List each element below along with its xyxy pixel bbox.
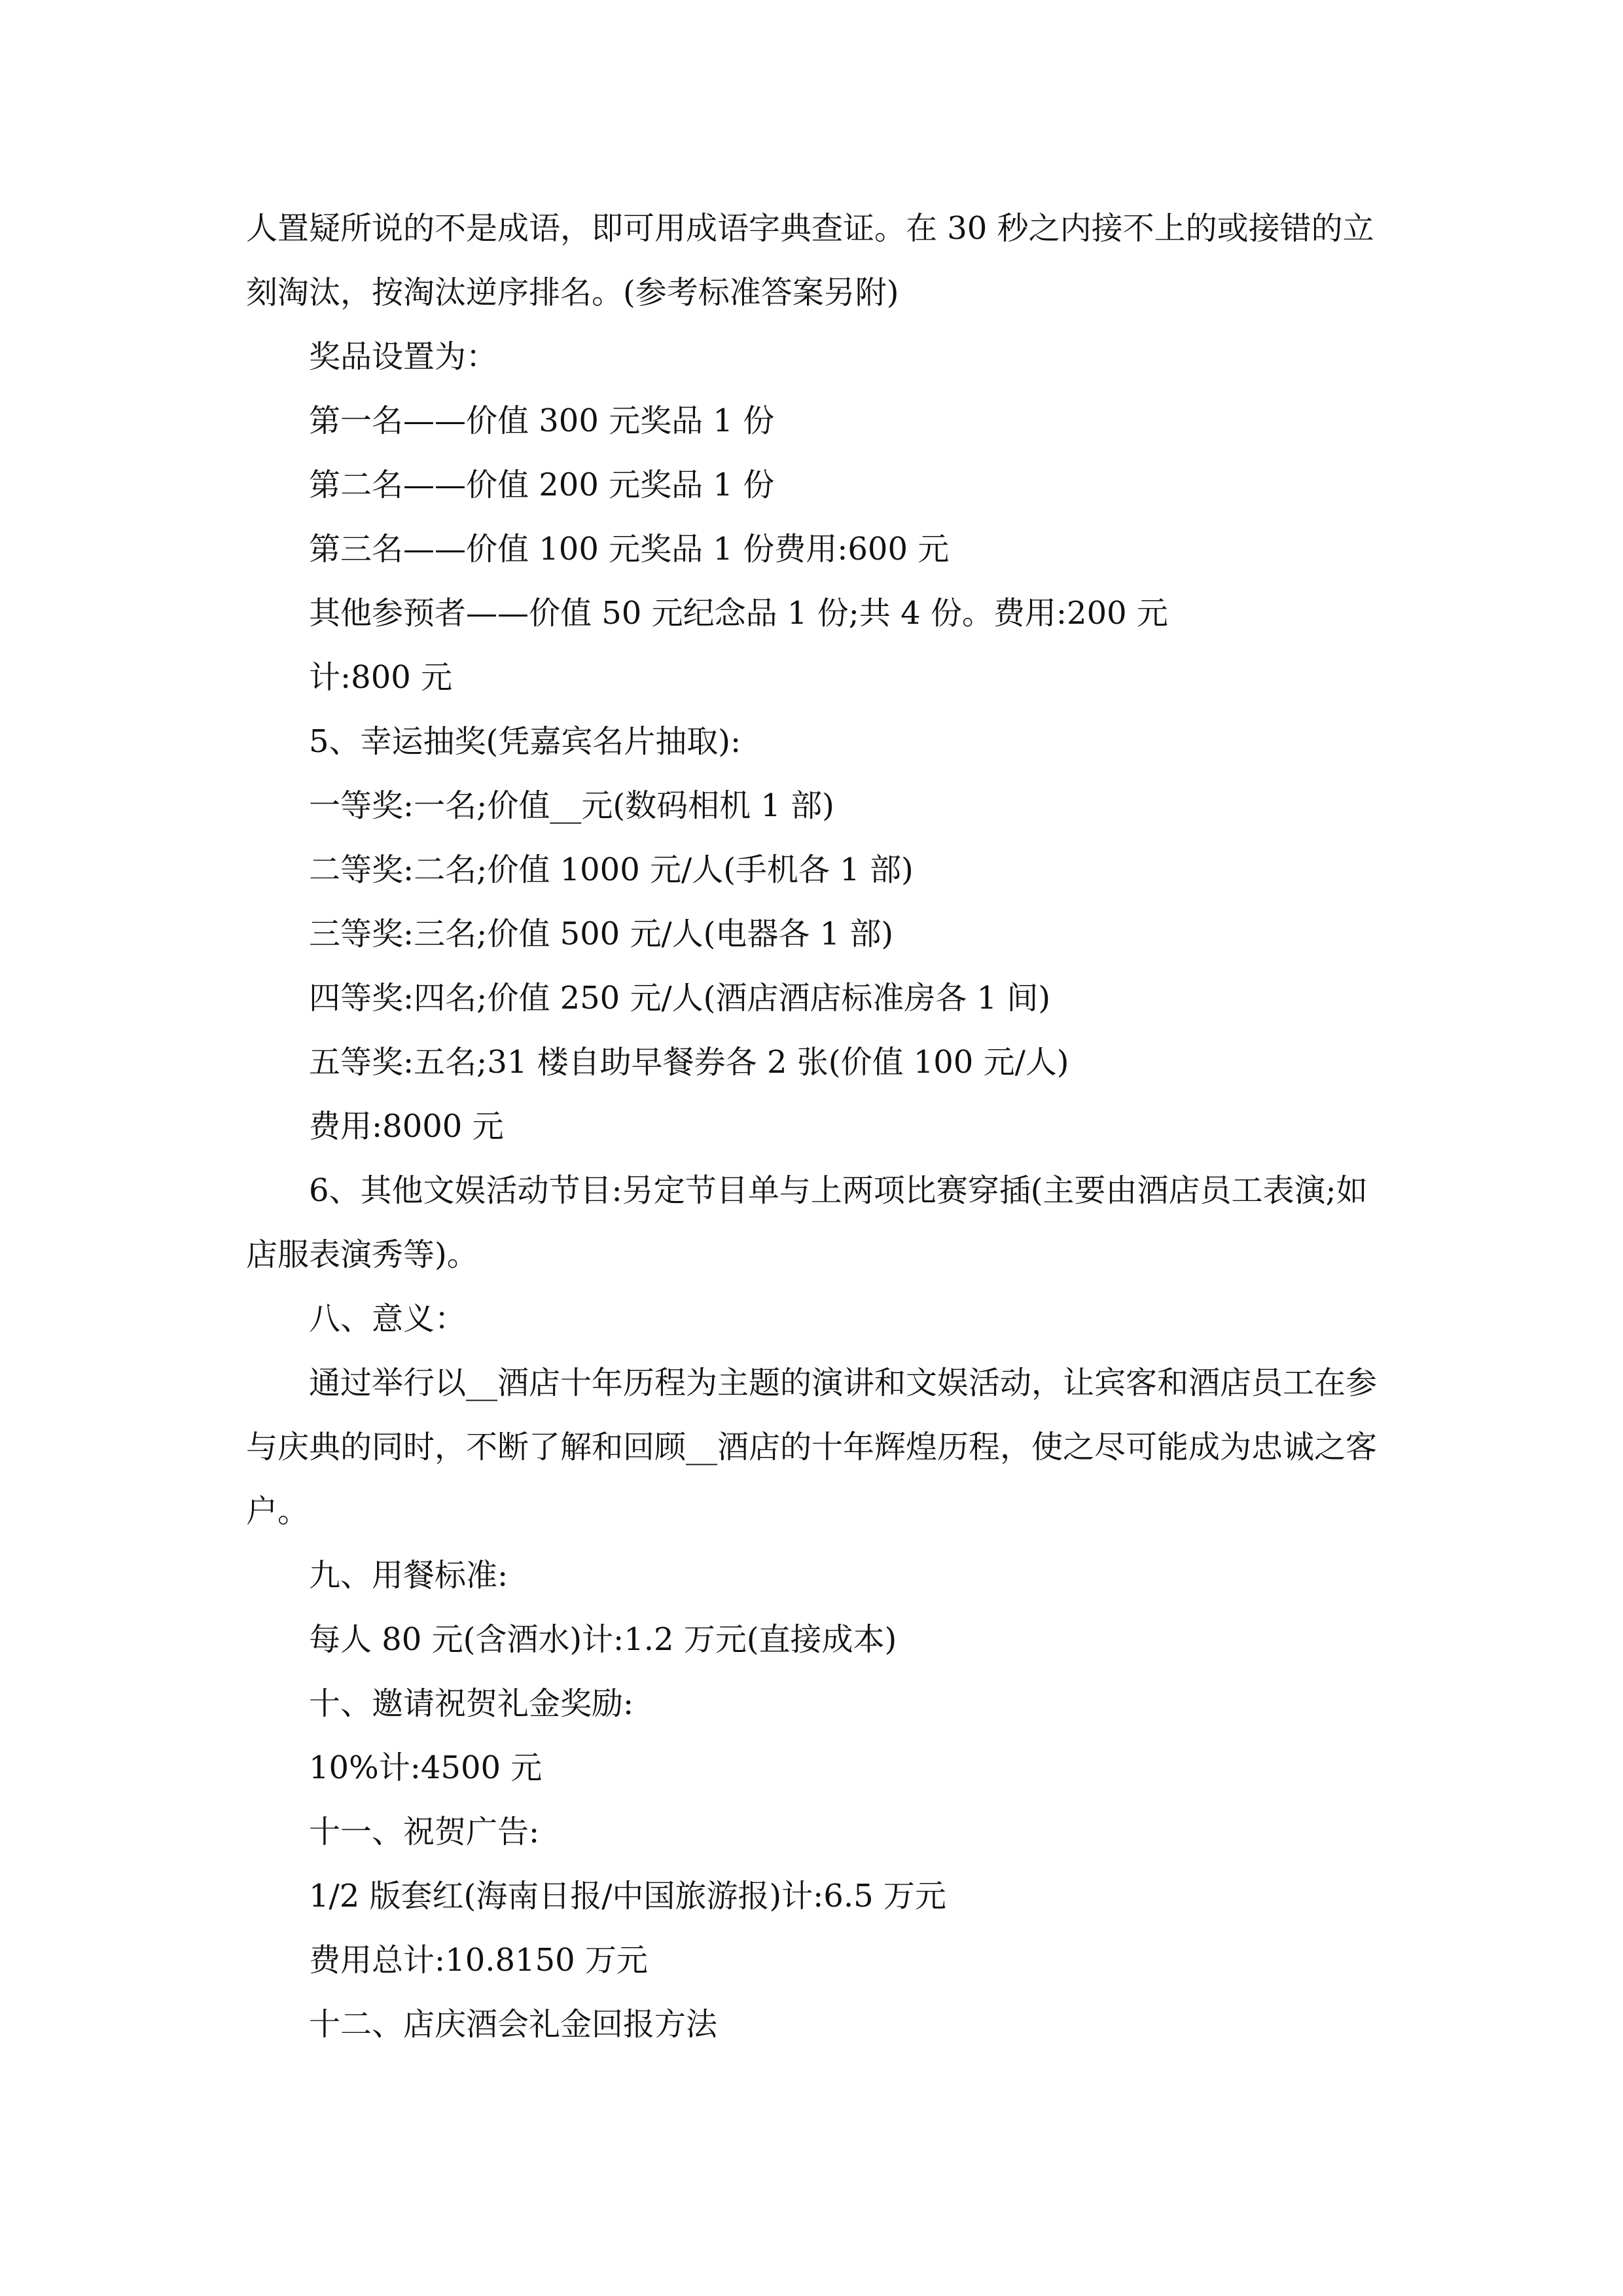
paragraph: 四等奖:四名;价值 250 元/人(酒店酒店标准房各 1 间): [309, 980, 1051, 1016]
paragraph: 十、邀请祝贺礼金奖励:: [309, 1685, 634, 1722]
paragraph: 五等奖:五名;31 楼自助早餐券各 2 张(价值 100 元/人): [309, 1044, 1069, 1081]
paragraph: 1/2 版套红(海南日报/中国旅游报)计:6.5 万元: [309, 1878, 946, 1914]
paragraph: 八、意义：: [309, 1300, 467, 1337]
paragraph: 5、幸运抽奖(凭嘉宾名片抽取):: [309, 723, 741, 760]
paragraph: 6、其他文娱活动节目:另定节目单与上两项比赛穿插(主要由酒店员工表演;如店服表演秀等)。: [246, 1172, 1368, 1273]
paragraph: 计:800 元: [309, 659, 453, 696]
document-body: [246, 196, 1378, 2056]
paragraph: 三等奖:三名;价值 500 元/人(电器各 1 部): [309, 916, 894, 952]
paragraph: 十二、店庆酒会礼金回报方法: [309, 2006, 718, 2043]
paragraph: 一等奖:一名;价值__元(数码相机 1 部): [309, 787, 834, 824]
paragraph: 通过举行以__酒店十年历程为主题的演讲和文娱活动，让宾客和酒店员工在参与庆典的同时，不断了解和回顾__酒店的十年辉煌历程，使之尽可能成为忠诚之客户。: [246, 1365, 1378, 1530]
paragraph: 每人 80 元(含酒水)计:1.2 万元(直接成本): [309, 1621, 897, 1658]
paragraph: 奖品设置为：: [309, 338, 498, 375]
paragraph: 十一、祝贺广告:: [309, 1814, 540, 1850]
paragraph: 第三名——价值 100 元奖品 1 份费用:600 元: [309, 531, 950, 567]
paragraph: 九、用餐标准:: [309, 1557, 508, 1594]
paragraph: 第二名——价值 200 元奖品 1 份: [309, 467, 775, 503]
paragraph: 费用:8000 元: [309, 1108, 504, 1145]
paragraph: 第一名——价值 300 元奖品 1 份: [309, 403, 775, 439]
paragraph: 人置疑所说的不是成语，即可用成语字典查证。在 30 秒之内接不上的或接错的立刻淘汰，按淘汰逆序排名。(参考标准答案另附): [246, 210, 1374, 311]
paragraph: 其他参预者——价值 50 元纪念品 1 份;共 4 份。费用:200 元: [309, 595, 1168, 632]
paragraph: 二等奖:二名;价值 1000 元/人(手机各 1 部): [309, 852, 914, 888]
paragraph: 费用总计:10.8150 万元: [309, 1942, 648, 1979]
paragraph: 10%计:4500 元: [309, 1749, 543, 1786]
